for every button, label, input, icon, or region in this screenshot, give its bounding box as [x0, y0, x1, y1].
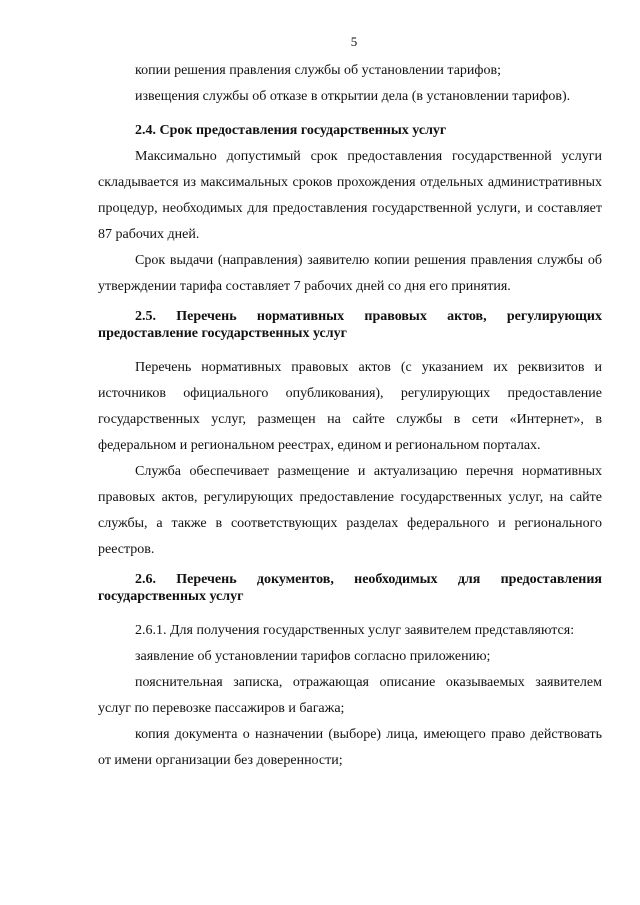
list-item-application: заявление об установлении тарифов согласно приложению; — [135, 649, 491, 664]
page-number: 5 — [350, 34, 358, 49]
paragraph-refusal-notices: извещения службы об отказе в открытии дела (в установлении тарифов). — [135, 89, 571, 104]
paragraph-issue-term: Срок выдачи (направления) заявителю копии решения правления службы об утверждении тарифа составляет 7 рабочих дней со дня его принятия. — [98, 253, 602, 294]
section-heading-2-4: 2.4. Срок предоставления государственных услуг — [135, 123, 447, 138]
section-heading-2-5: 2.5. Перечень нормативных правовых актов, регулирующих предоставление государственных услуг — [98, 309, 602, 341]
list-item-appointment-document: копия документа о назначении (выборе) лица, имеющего право действовать от имени организации без доверенности; — [98, 727, 602, 768]
paragraph-service-updates-list: Служба обеспечивает размещение и актуализацию перечня нормативных правовых актов, регулирующих предоставление государственных услуг, на сайте службы, а также в соответствующих разделах федерального и регионального реестров. — [98, 464, 602, 557]
paragraph-legal-acts-list: Перечень нормативных правовых актов (с указанием их реквизитов и источников официального опубликования), регулирующих предоставление государственных услуг, размещен на сайте службы в сети «Интернет», в федеральном и региональном реестрах, едином и региональном порталах. — [98, 360, 602, 453]
section-heading-2-6: 2.6. Перечень документов, необходимых для предоставления государственных услуг — [98, 572, 602, 604]
paragraph-2-6-1: 2.6.1. Для получения государственных услуг заявителем представляются: — [135, 623, 575, 638]
paragraph-max-term: Максимально допустимый срок предоставления государственной услуги складывается из максимальных сроков прохождения отдельных административных процедур, необходимых для предоставления государственной услуги, и составляет 87 рабочих дней. — [98, 149, 602, 242]
list-item-explanatory-note: пояснительная записка, отражающая описание оказываемых заявителем услуг по перевозке пассажиров и багажа; — [98, 675, 602, 716]
paragraph-tariff-decision-copies: копии решения правления службы об установлении тарифов; — [135, 63, 501, 78]
